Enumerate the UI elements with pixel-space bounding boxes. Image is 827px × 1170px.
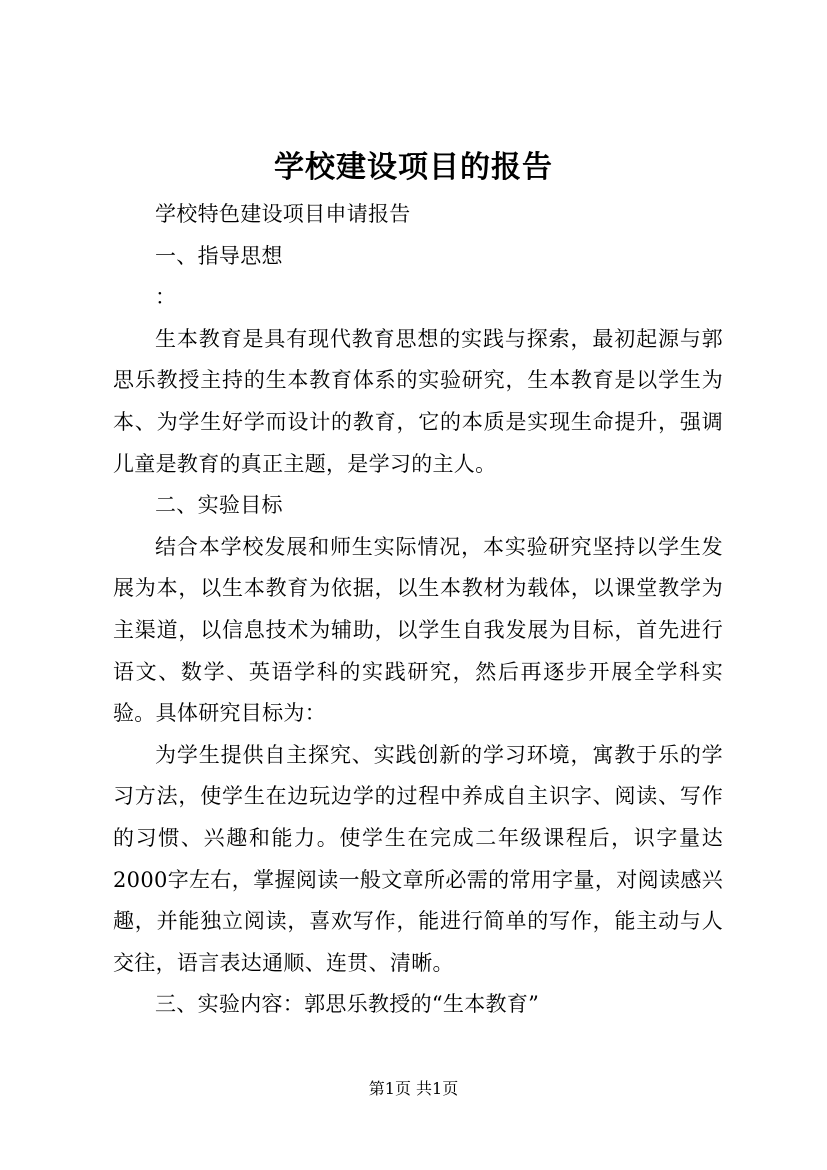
colon-line: ：: [155, 285, 177, 310]
page-footer: 第1页 共1页: [368, 1079, 459, 1098]
section-heading-guiding-ideology: 一、指导思想: [155, 243, 283, 268]
body-paragraph-intro: 生本教育是具有现代教育思想的实践与探索，最初起源与郭思乐教授主持的生本教育体系的实验研究，生本教育是以学生为本、为学生好学而设计的教育，它的本质是实现生命提升，强调儿童是教育的真正主题，是学习的主人。: [113, 326, 723, 476]
section-heading-experiment-content: 三、实验内容：郭思乐教授的“生本教育”: [155, 992, 540, 1017]
body-paragraph-goals: 结合本学校发展和师生实际情况，本实验研究坚持以学生发展为本，以生本教育为依据，以生本教材为载体，以课堂教学为主渠道，以信息技术为辅助，以学生自我发展为目标，首先进行语文、数学、英语学科的实践研究，然后再逐步开展全学科实验。具体研究目标为：: [113, 534, 723, 726]
document-body: [113, 194, 723, 1026]
subtitle-paragraph: 学校特色建设项目申请报告: [155, 202, 411, 226]
body-paragraph-specific-goals: 为学生提供自主探究、实践创新的学习环境，寓教于乐的学习方法，使学生在边玩边学的过程中养成自主识字、阅读、写作的习惯、兴趣和能力。使学生在完成二年级课程后，识字量达2000字左右，掌握阅读一般文章所必需的常用字量，对阅读感兴趣，并能独立阅读，喜欢写作，能进行简单的写作，能主动与人交往，语言表达通顺、连贯、清晰。: [113, 742, 723, 975]
section-heading-experiment-goals: 二、实验目标: [155, 493, 283, 518]
document-title: 学校建设项目的报告: [274, 150, 553, 185]
